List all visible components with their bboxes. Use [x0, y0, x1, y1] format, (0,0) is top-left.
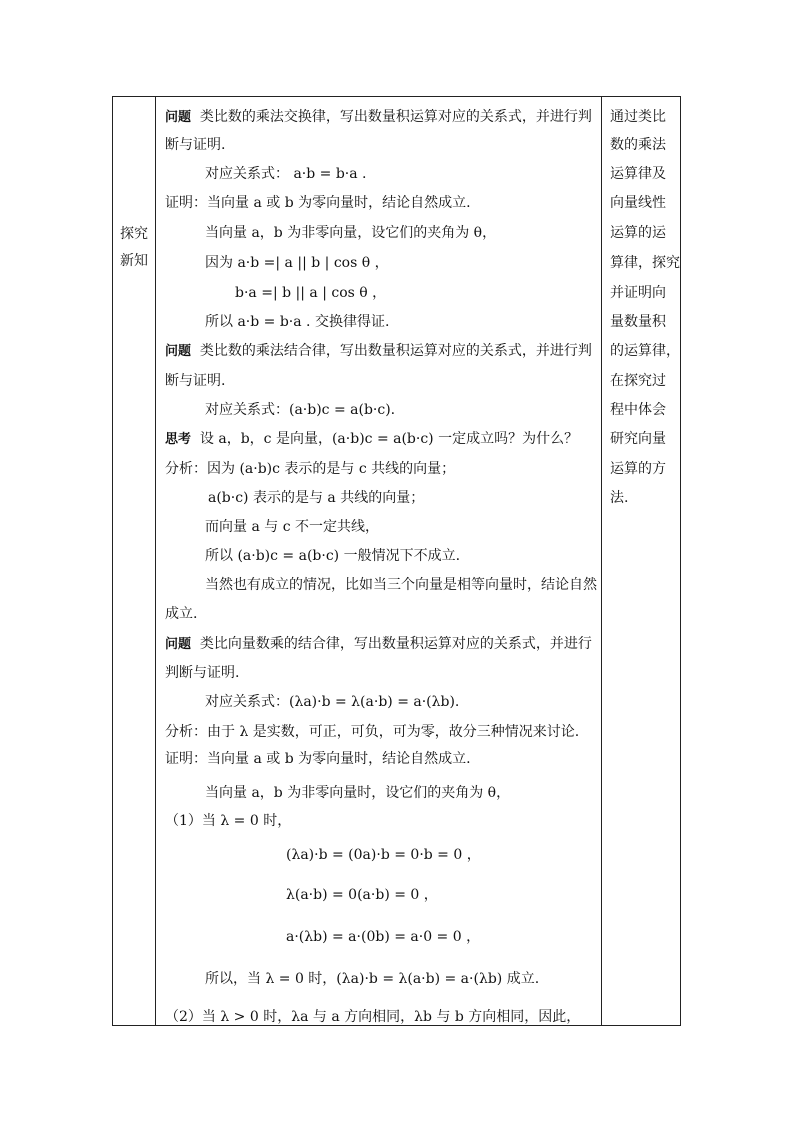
- analysis-line: 分析：由于 λ 是实数，可正，可负，可为零，故分三种情况来讨论.: [165, 724, 580, 740]
- text-line: 所以 (a·b)c = a(b·c) 一般情况下不成立.: [205, 548, 461, 564]
- think-label: 思考: [165, 432, 192, 447]
- formula-line: (λa)·b = (0a)·b = 0·b = 0 ，: [286, 847, 481, 863]
- text-line: 成立.: [165, 606, 198, 622]
- text-line: 所以 a·b = b·a . 交换律得证.: [205, 314, 390, 330]
- question-line: [165, 107, 592, 128]
- content-table: [112, 96, 681, 1026]
- formula-line: 对应关系式： a·b = b·a .: [205, 166, 367, 182]
- text-line: 判断与证明.: [165, 665, 240, 681]
- case-heading: （2）当 λ > 0 时，λa 与 a 方向相同，λb 与 b 方向相同，因此，: [165, 1009, 581, 1025]
- question-text: 类比向量数乘的结合律，写出数量积运算对应的关系式，并进行: [199, 636, 592, 652]
- question-text: 类比数的乘法结合律，写出数量积运算对应的关系式，并进行判: [199, 343, 592, 359]
- note-line: 的运算律，: [610, 343, 680, 359]
- case-heading: （1）当 λ = 0 时，: [165, 813, 292, 829]
- section-label-line: 新知: [120, 253, 148, 269]
- text-line: 当向量 a，b 为非零向量时，设它们的夹角为 θ，: [205, 785, 511, 801]
- formula-line: 对应关系式：(a·b)c = a(b·c).: [205, 402, 396, 418]
- note-line: 通过类比: [610, 109, 666, 125]
- text-line: 当向量 a，b 为非零向量，设它们的夹角为 θ，: [205, 225, 497, 241]
- text-line: 而向量 a 与 c 不一定共线，: [205, 519, 379, 535]
- text-line: 所以，当 λ = 0 时，(λa)·b = λ(a·b) = a·(λb) 成立.: [205, 971, 540, 987]
- text-line: a(b·c) 表示的是与 a 共线的向量；: [208, 490, 425, 506]
- text-line: 断与证明.: [165, 373, 226, 389]
- right-column: [602, 97, 682, 1025]
- text-line: 断与证明.: [165, 137, 226, 153]
- think-line: [165, 429, 578, 450]
- note-line: 程中体会: [610, 402, 666, 418]
- section-label: [113, 221, 155, 275]
- section-label-line: 探究: [120, 226, 148, 242]
- note-line: 运算的运: [610, 225, 666, 241]
- question-line: [165, 634, 592, 655]
- proof-line: 证明：当向量 a 或 b 为零向量时，结论自然成立.: [165, 195, 471, 211]
- note-line: 运算律及: [610, 166, 666, 182]
- note-line: 数的乘法: [610, 137, 666, 153]
- think-text: 设 a，b，c 是向量，(a·b)c = a(b·c) 一定成立吗？为什么？: [199, 431, 579, 447]
- note-line: 研究向量: [610, 431, 666, 447]
- note-line: 在探究过: [610, 373, 666, 389]
- note-line: 法.: [610, 490, 629, 506]
- question-label: 问题: [165, 344, 192, 359]
- proof-line: 证明：当向量 a 或 b 为零向量时，结论自然成立.: [165, 751, 471, 767]
- note-line: 并证明向: [610, 285, 666, 301]
- note-line: 算律，探究: [610, 255, 680, 271]
- analysis-line: 分析：因为 (a·b)c 表示的是与 c 共线的向量；: [165, 461, 456, 477]
- main-content-column: [156, 97, 601, 1025]
- question-text: 类比数的乘法交换律，写出数量积运算对应的关系式，并进行判: [199, 109, 592, 125]
- formula-line: b·a =| b || a | cos θ ，: [235, 285, 387, 301]
- question-label: 问题: [165, 110, 192, 125]
- formula-line: 对应关系式：(λa)·b = λ(a·b) = a·(λb).: [205, 694, 460, 710]
- note-line: 运算的方: [610, 461, 666, 477]
- question-label: 问题: [165, 637, 192, 652]
- note-line: 量数量积: [610, 314, 666, 330]
- question-line: [165, 341, 592, 362]
- left-column: [113, 97, 155, 1025]
- note-line: 向量线性: [610, 195, 666, 211]
- formula-line: λ(a·b) = 0(a·b) = 0 ，: [286, 887, 438, 903]
- formula-line: a·(λb) = a·(0b) = a·0 = 0 ，: [286, 929, 481, 945]
- text-line: 当然也有成立的情况，比如当三个向量是相等向量时，结论自然: [205, 577, 597, 593]
- formula-line: 因为 a·b =| a || b | cos θ ，: [205, 255, 389, 271]
